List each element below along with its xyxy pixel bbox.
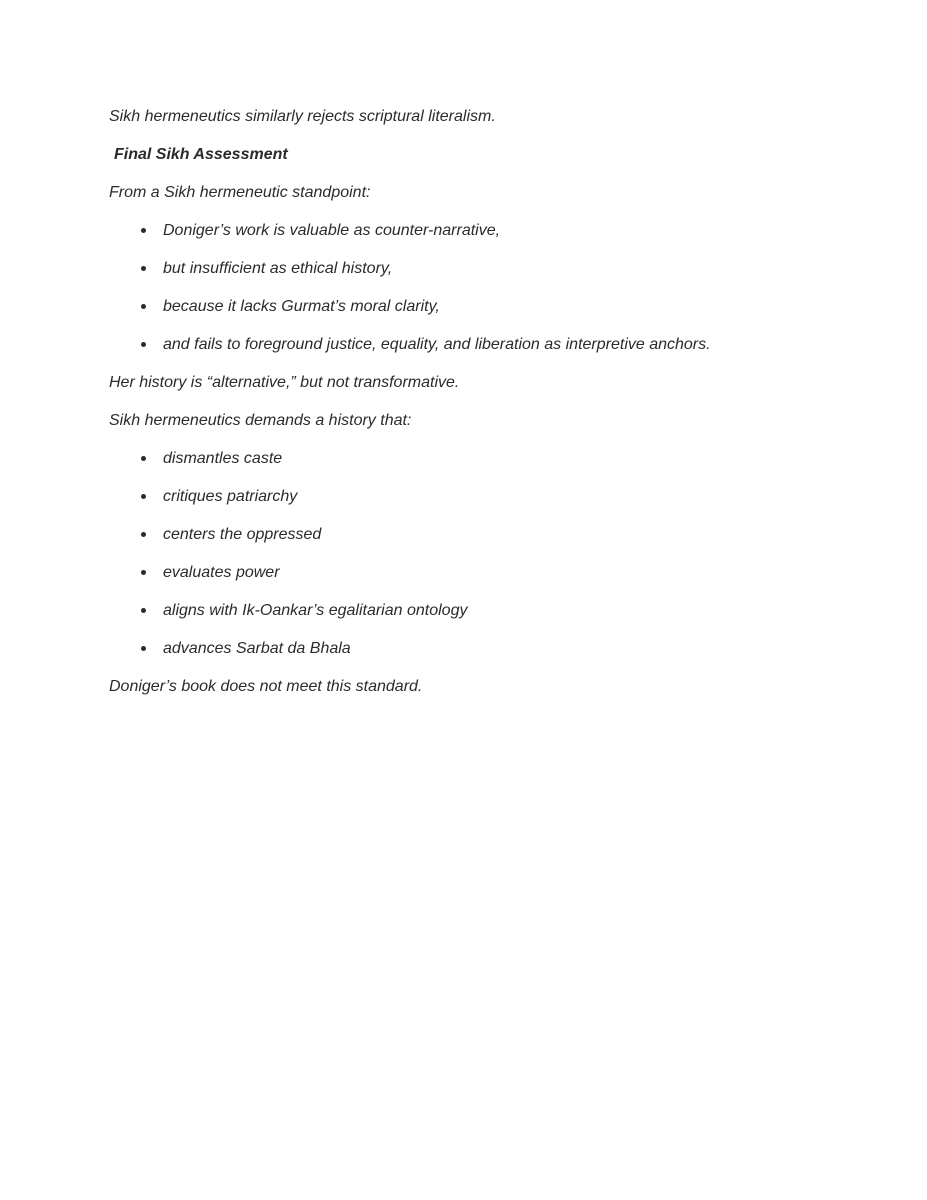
paragraph-literalism: Sikh hermeneutics similarly rejects scriptural literalism. <box>109 108 496 125</box>
bullet-icon <box>141 494 146 499</box>
bullet-icon <box>141 342 146 347</box>
paragraph-standpoint: From a Sikh hermeneutic standpoint: <box>109 184 371 201</box>
assessment-bullet-list <box>109 220 827 356</box>
paragraph-demands: Sikh hermeneutics demands a history that: <box>109 412 412 429</box>
list-item-text: evaluates power <box>163 564 280 581</box>
list-item <box>109 334 827 356</box>
list-item <box>109 258 827 280</box>
bullet-icon <box>141 570 146 575</box>
bullet-icon <box>141 608 146 613</box>
bullet-icon <box>141 646 146 651</box>
list-item-text: and fails to foreground justice, equality, and liberation as interpretive anchors. <box>163 336 711 353</box>
list-item-text: dismantles caste <box>163 450 283 467</box>
demands-bullet-list <box>109 448 827 660</box>
list-item <box>109 600 827 622</box>
list-item-text: aligns with Ik-Oankar’s egalitarian ontology <box>163 602 468 619</box>
list-item <box>109 448 827 470</box>
paragraph-conclusion: Doniger’s book does not meet this standard. <box>109 678 423 695</box>
list-item <box>109 220 827 242</box>
list-item <box>109 524 827 546</box>
list-item-text: advances Sarbat da Bhala <box>163 640 351 657</box>
list-item <box>109 296 827 318</box>
list-item-text: critiques patriarchy <box>163 488 298 505</box>
list-item-text: because it lacks Gurmat’s moral clarity, <box>163 298 440 315</box>
bullet-icon <box>141 304 146 309</box>
list-item-text: centers the oppressed <box>163 526 322 543</box>
paragraph-alternative: Her history is “alternative,” but not transformative. <box>109 374 460 391</box>
list-item <box>109 486 827 508</box>
bullet-icon <box>141 228 146 233</box>
list-item <box>109 562 827 584</box>
list-item-text: but insufficient as ethical history, <box>163 260 393 277</box>
list-item <box>109 638 827 660</box>
heading-final-sikh-assessment: Final Sikh Assessment <box>114 146 288 163</box>
bullet-icon <box>141 456 146 461</box>
bullet-icon <box>141 266 146 271</box>
bullet-icon <box>141 532 146 537</box>
list-item-text: Doniger’s work is valuable as counter-narrative, <box>163 222 501 239</box>
document-body <box>109 106 827 714</box>
